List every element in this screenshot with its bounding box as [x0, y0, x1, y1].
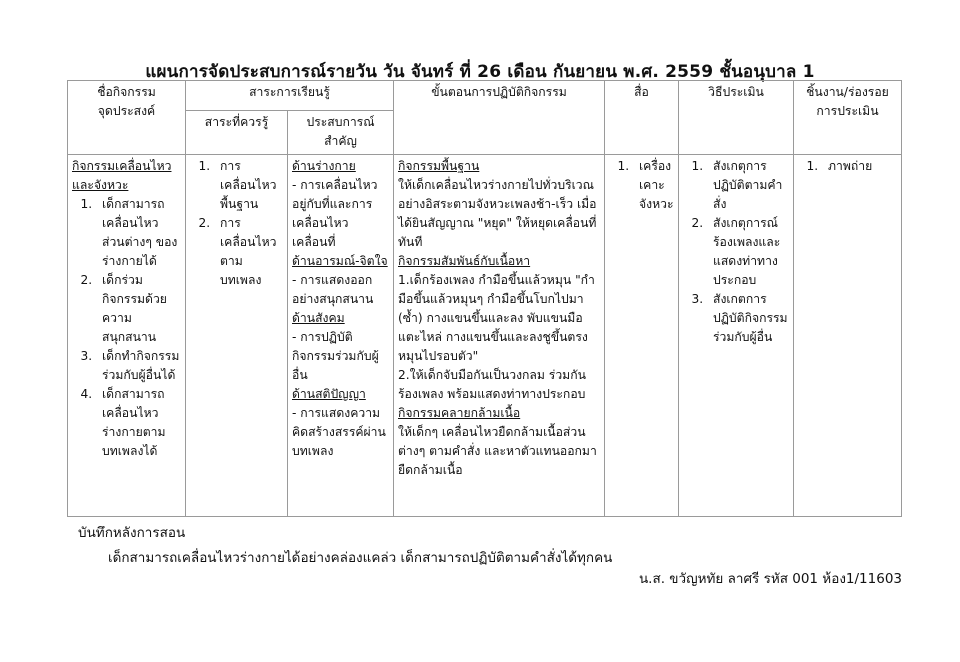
key-experience-cell — [288, 155, 394, 517]
media-cell — [605, 155, 679, 517]
experience-text: - การแสดงออกอย่างสนุกสนาน — [292, 273, 374, 306]
header-key-experience: ประสบการณ์ สำคัญ — [288, 111, 394, 155]
should-know-cell — [186, 155, 288, 517]
evidence-cell — [794, 155, 902, 517]
step-heading: กิจกรรมคลายกล้ามเนื้อ — [398, 406, 521, 420]
should-know-item: 1. การเคลื่อนไหวพื้นฐาน — [214, 157, 283, 214]
note-text: เด็กสามารถเคลื่อนไหวร่างกายได้อย่างคล่องแคล่ว เด็กสามารถปฏิบัติตามคำสั่งได้ทุกคน — [108, 550, 613, 566]
evidence-item: 1. ภาพถ่าย — [822, 157, 897, 176]
step-heading: กิจกรรมสัมพันธ์กับเนื้อหา — [398, 254, 531, 268]
evaluation-cell — [679, 155, 794, 517]
step-text: 2.ให้เด็กจับมือกันเป็นวงกลม ร่วมกันร้องเพลง พร้อมแสดงท่าทางประกอบ — [398, 368, 586, 401]
objectives-list — [72, 195, 181, 461]
header-activity: ชื่อกิจกรรม จุดประสงค์ — [68, 81, 186, 155]
experience-text: - การเคลื่อนไหวอยู่กับที่และการเคลื่อนไหวเคลื่อนที่ — [292, 178, 378, 249]
step-text: ให้เด็กๆ เคลื่อนไหวยืดกล้ามเนื้อส่วนต่างๆ ตามคำสั่ง และหาตัวแทนออกมายืดกล้ามเนื้อ — [398, 425, 597, 477]
header-evidence: ชิ้นงาน/ร่องรอย การประเมิน — [794, 81, 902, 155]
media-item: 1. เครื่องเคาะจังหวะ — [633, 157, 674, 214]
activity-name: กิจกรรมเคลื่อนไหวและจังหวะ — [72, 159, 172, 192]
step-heading: กิจกรรมพื้นฐาน — [398, 159, 480, 173]
objective-item: 1. เด็กสามารถเคลื่อนไหวส่วนต่างๆ ของร่างกายได้ — [96, 195, 181, 271]
experience-heading: ด้านอารมณ์-จิตใจ — [292, 254, 388, 268]
objective-item: 2. เด็กร่วมกิจกรรมด้วยความสนุกสนาน — [96, 271, 181, 347]
header-steps: ขั้นตอนการปฏิบัติกิจกรรม — [394, 81, 605, 155]
step-text: ให้เด็กเคลื่อนไหวร่างกายไปทั่วบริเวณอย่างอิสระตามจังหวะเพลงช้า-เร็ว เมื่อได้ยินสัญญาณ "หยุด" ให้หยุดเคลื่อนที่ทันที — [398, 178, 597, 249]
experience-text: - การปฏิบัติกิจกรรมร่วมกับผู้อื่น — [292, 330, 379, 382]
teacher-signature: น.ส. ขวัญหทัย ลาศรี รหัส 001 ห้อง1/11603 — [638, 571, 902, 587]
header-media: สื่อ — [605, 81, 679, 155]
experience-heading: ด้านสติปัญญา — [292, 387, 366, 401]
header-content: สาระการเรียนรู้ — [186, 81, 394, 111]
evaluation-item: 1. สังเกตุการปฏิบัติตามคำสั่ง — [707, 157, 789, 214]
lesson-plan-table — [67, 80, 902, 517]
header-evaluation: วิธีประเมิน — [679, 81, 794, 155]
step-text: 1.เด็กร้องเพลง กำมือขึ้นแล้วหมุน "กำมือขึ้นแล้วหมุนๆ กำมือขึ้นโบกไปมา (ซ้ำ) กางแขนขึ้นและลง พับแขนมือแตะไหล่ กางแขนขึ้นและลงชูขึ้นตรงหมุนไปรอบตัว" — [398, 273, 595, 363]
header-should-know: สาระที่ควรรู้ — [186, 111, 288, 155]
note-heading: บันทึกหลังการสอน — [78, 525, 186, 541]
page-title: แผนการจัดประสบการณ์รายวัน วัน จันทร์ ที่ 26 เดือน กันยายน พ.ศ. 2559 ชั้นอนุบาล 1 — [145, 62, 815, 82]
evaluation-item: 3. สังเกตการปฏิบัติกิจกรรมร่วมกับผู้อื่น — [707, 290, 789, 347]
evaluation-item: 2. สังเกตุการณ์ร้องเพลงและแสดงท่าทางประกอบ — [707, 214, 789, 290]
steps-cell — [394, 155, 605, 517]
experience-heading: ด้านร่างกาย — [292, 159, 356, 173]
activity-cell — [68, 155, 186, 517]
experience-heading: ด้านสังคม — [292, 311, 345, 325]
experience-text: - การแสดงความคิดสร้างสรรค์ผ่านบทเพลง — [292, 406, 386, 458]
objective-item: 3. เด็กทำกิจกรรมร่วมกับผู้อื่นได้ — [96, 347, 181, 385]
objective-item: 4. เด็กสามารถเคลื่อนไหวร่างกายตามบทเพลงได้ — [96, 385, 181, 461]
should-know-item: 2. การเคลื่อนไหวตามบทเพลง — [214, 214, 283, 290]
